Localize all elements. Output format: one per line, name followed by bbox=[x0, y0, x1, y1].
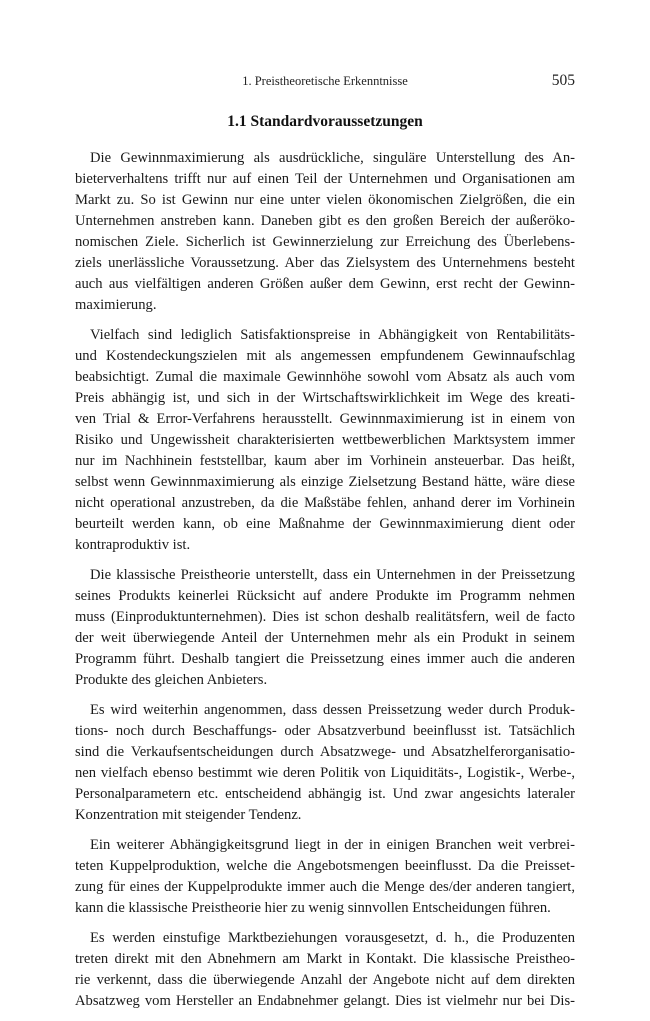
text-line: nur im Nachhinein feststellbar, kaum aber im Vorhinein ansteuerbar. Das heißt, bbox=[75, 453, 575, 469]
text-line: auch aus vielfältigen anderen Größen außer dem Gewinn, erst recht der Gewinn- bbox=[75, 276, 575, 292]
body-text bbox=[75, 148, 575, 1021]
text-line: ziels unerlässliche Voraussetzung. Aber das Zielsystem des Unternehmens besteht bbox=[75, 255, 575, 271]
paragraph bbox=[75, 325, 575, 556]
text-line: Preis abhängig ist, und sich in der Wirtschaftswirklichkeit im Wege des kreati- bbox=[75, 390, 575, 406]
text-line: beurteilt werden kann, ob eine Maßnahme der Gewinnmaximierung dient oder bbox=[75, 516, 575, 532]
text-line: der weit überwiegende Anteil der Unternehmen mehr als ein Produkt in seinem bbox=[75, 630, 575, 646]
text-line: tions- noch durch Beschaffungs- oder Absatzverbund beeinflusst ist. Tatsächlich bbox=[75, 723, 575, 739]
text-line: ven Trial & Error-Verfahrens herausstellt. Gewinnmaximierung ist in einem von bbox=[75, 411, 575, 427]
text-line: selbst wenn Gewinnmaximierung als einzige Zielsetzung Bestand hätte, wäre diese bbox=[75, 474, 575, 490]
text-line: Es wird weiterhin angenommen, dass dessen Preissetzung weder durch Produk- bbox=[90, 702, 575, 718]
text-line: treten direkt mit den Abnehmern am Markt in Kontakt. Die klassische Preistheo- bbox=[75, 951, 575, 967]
text-line: maximierung. bbox=[75, 297, 157, 313]
text-line: zung für eines der Kuppelprodukte immer auch die Menge des/der anderen tangiert, bbox=[75, 879, 575, 895]
text-line: Unternehmen anstreben kann. Daneben gibt es den großen Bereich der außeröko- bbox=[75, 213, 575, 229]
text-line: Personalparametern etc. entscheidend abhängig ist. Und zwar angesichts lateraler bbox=[75, 786, 575, 802]
text-line: Die klassische Preistheorie unterstellt, dass ein Unternehmen in der Preissetzung bbox=[90, 567, 575, 583]
paragraph bbox=[75, 700, 575, 826]
text-line: seines Produkts keinerlei Rücksicht auf andere Produkte im Programm nehmen bbox=[75, 588, 575, 604]
section-title: 1.1 Standardvoraussetzungen bbox=[227, 113, 423, 130]
text-line: nomischen Ziele. Sicherlich ist Gewinnerzielung zur Erreichung des Überlebens- bbox=[75, 234, 575, 250]
text-line: nicht operational anzustreben, da die Maßstäbe fehlen, anhand derer im Vorhinein bbox=[75, 495, 575, 511]
paragraph bbox=[75, 835, 575, 919]
text-line: Vielfach sind lediglich Satisfaktionspreise in Abhängigkeit von Rentabilitäts- bbox=[90, 327, 575, 343]
text-line: kontraproduktiv ist. bbox=[75, 537, 191, 553]
text-line: Es werden einstufige Marktbeziehungen vorausgesetzt, d. h., die Produzenten bbox=[90, 930, 575, 946]
running-head bbox=[75, 72, 575, 92]
text-line: und Kostendeckungszielen mit als angemessen empfundenem Gewinnaufschlag bbox=[75, 348, 575, 364]
paragraph bbox=[75, 148, 575, 316]
text-line: rie verkennt, dass die überwiegende Anzahl der Angebote nicht auf dem direkten bbox=[75, 972, 575, 988]
text-line: Markt zu. So ist Gewinn nur eine unter vielen ökonomischen Zielgrößen, die ein bbox=[75, 192, 575, 208]
text-line: kann die klassische Preistheorie hier zu wenig sinnvollen Entscheidungen führen. bbox=[75, 900, 551, 916]
text-line: beabsichtigt. Zumal die maximale Gewinnhöhe sowohl vom Absatz als auch vom bbox=[75, 369, 575, 385]
text-line: Die Gewinnmaximierung als ausdrückliche, singuläre Unterstellung des An- bbox=[90, 150, 575, 166]
text-line: Absatzweg vom Hersteller an Endabnehmer gelangt. Dies ist vielmehr nur bei Dis- bbox=[75, 993, 575, 1009]
page-number: 505 bbox=[551, 72, 575, 89]
text-line: Konzentration mit steigender Tendenz. bbox=[75, 807, 302, 823]
text-line: Risiko und Ungewissheit charakterisierten wettbewerblichen Marktsystem immer bbox=[75, 432, 575, 448]
paragraph bbox=[75, 565, 575, 691]
paragraph bbox=[75, 928, 575, 1012]
text-line: teten Kuppelproduktion, welche die Angebotsmengen beeinflusst. Da die Preisset- bbox=[75, 858, 575, 874]
text-line: Programm führt. Deshalb tangiert die Preissetzung eines immer auch die anderen bbox=[75, 651, 575, 667]
text-line: Ein weiterer Abhängigkeitsgrund liegt in der in einigen Branchen weit verbrei- bbox=[90, 837, 575, 853]
text-line: bieterverhaltens trifft nur auf einen Teil der Unternehmen und Organisationen am bbox=[75, 171, 575, 187]
text-line: Produkte des gleichen Anbieters. bbox=[75, 672, 268, 688]
text-line: nen vielfach ebenso bestimmt wie deren Politik von Liquiditäts-, Logistik-, Werbe-, bbox=[75, 765, 575, 781]
text-line: sind die Verkaufsentscheidungen durch Absatzwege- und Absatzhelferorganisatio- bbox=[75, 744, 575, 760]
running-title: 1. Preistheoretische Erkenntnisse bbox=[242, 74, 408, 88]
text-line: muss (Einproduktunternehmen). Dies ist schon deshalb realitätsfern, weil de facto bbox=[75, 609, 575, 625]
